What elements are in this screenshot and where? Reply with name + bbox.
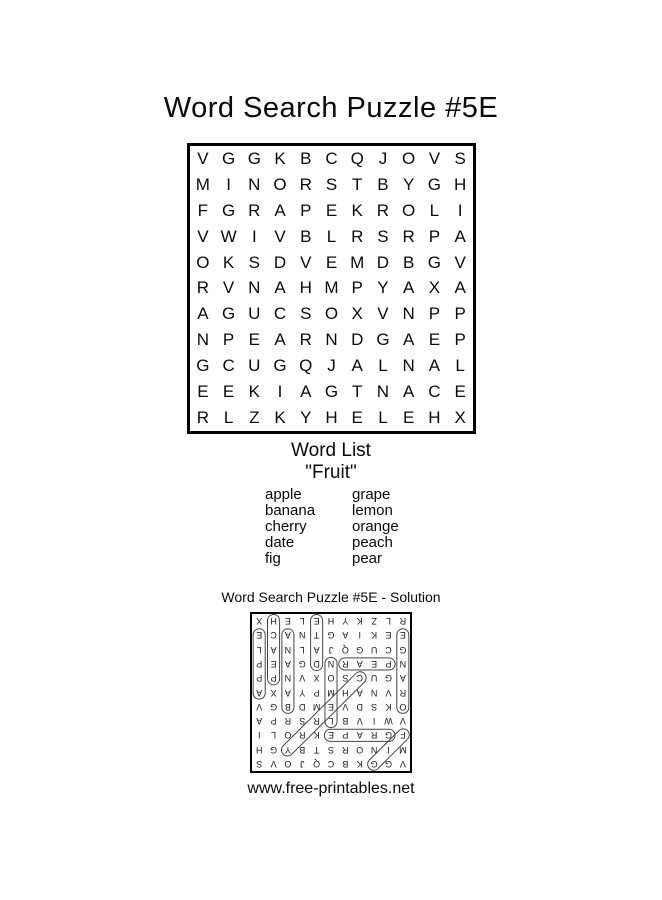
grid-cell: G [270, 701, 278, 712]
grid-cell: H [270, 616, 277, 627]
grid-cell: B [403, 252, 415, 272]
grid-cell: C [222, 356, 235, 376]
grid-cell: K [371, 630, 378, 641]
grid-cell: Y [377, 278, 389, 298]
grid-cell: E [313, 616, 320, 627]
grid-cell: L [256, 644, 262, 655]
grid-cell: I [457, 200, 463, 220]
grid-cell: L [299, 616, 305, 627]
grid-cell: N [376, 382, 390, 402]
grid-cell: O [399, 701, 407, 712]
grid-cell: P [256, 658, 263, 669]
grid-cell: R [313, 716, 320, 727]
grid-cell: N [299, 630, 306, 641]
grid-cell: I [226, 174, 231, 194]
grid-cell: R [299, 330, 312, 350]
grid-cell: B [342, 716, 349, 727]
grid-cell: C [385, 644, 392, 655]
grid-cell: P [428, 226, 441, 246]
grid-cell: T [352, 382, 363, 402]
grid-cell: B [300, 226, 312, 246]
grid-cell: W [220, 226, 237, 246]
solution-word-oval [324, 729, 395, 741]
grid-cell: Q [299, 356, 313, 376]
grid-cell: S [342, 673, 349, 684]
grid-cell: V [299, 673, 306, 684]
grid-cell: G [356, 644, 364, 655]
grid-cell: C [428, 382, 441, 402]
word-item: orange [352, 518, 399, 535]
grid-cell: G [298, 658, 306, 669]
grid-cell: K [313, 730, 320, 741]
solution-word-oval [268, 615, 280, 685]
grid-cell: N [399, 658, 407, 669]
grid-cell: X [270, 687, 277, 698]
grid-cell: N [402, 304, 415, 324]
grid-cell: E [428, 330, 441, 350]
grid-cell: U [248, 356, 261, 376]
grid-cell: G [221, 200, 236, 220]
grid-cell: A [351, 356, 363, 376]
grid-cell: C [273, 304, 287, 324]
grid-cell: P [270, 716, 277, 727]
grid-cell: C [270, 630, 277, 641]
grid-cell: E [385, 630, 392, 641]
grid-cell: C [325, 148, 338, 168]
grid-cell: L [328, 716, 334, 727]
grid-cell: L [299, 644, 305, 655]
grid-cell: A [342, 630, 349, 641]
grid-cell: A [356, 658, 363, 669]
grid-cell: V [300, 252, 312, 272]
grid-cell: G [270, 744, 278, 755]
grid-cell: E [371, 658, 378, 669]
grid-cell: U [248, 304, 261, 324]
grid-cell: O [284, 730, 292, 741]
grid-cell: E [248, 330, 260, 350]
grid-cell: K [274, 408, 286, 428]
word-item: date [265, 534, 295, 551]
grid-cell: A [284, 630, 291, 641]
grid-cell: G [196, 356, 210, 376]
grid-cell: T [313, 744, 320, 755]
grid-cell: A [313, 644, 320, 655]
grid-cell: L [429, 200, 440, 220]
word-item: pear [352, 550, 383, 567]
solution-word-oval [311, 615, 323, 671]
grid-cell: V [356, 716, 363, 727]
grid-cell: X [313, 673, 320, 684]
grid-cell: D [299, 701, 306, 712]
grid-cell: B [284, 701, 291, 712]
grid-cell: L [271, 730, 277, 741]
grid-cell: D [351, 330, 364, 350]
grid-cell: R [284, 716, 292, 727]
grid-cell: P [454, 304, 466, 324]
grid-cell: A [300, 382, 312, 402]
word-list-column-right [352, 487, 399, 567]
grid-cell: N [402, 356, 415, 376]
grid-cell: X [351, 304, 363, 324]
grid-cell: V [274, 226, 286, 246]
grid-cell: V [256, 701, 263, 712]
grid-cell: Z [249, 408, 260, 428]
grid-cell: I [387, 744, 390, 755]
grid-cell: L [385, 616, 391, 627]
solution-word-oval [282, 629, 294, 714]
grid-cell: G [427, 174, 442, 194]
grid-cell: A [428, 356, 441, 376]
grid-cell: J [328, 644, 334, 655]
grid-cell: K [385, 701, 392, 712]
grid-cell: S [256, 758, 263, 769]
grid-cell: E [403, 408, 415, 428]
grid-cell: E [197, 382, 209, 402]
grid-cell: A [403, 330, 415, 350]
grid-cell: A [356, 687, 363, 698]
grid-cell: M [312, 701, 321, 712]
grid-cell: V [222, 278, 235, 298]
grid-cell: L [223, 408, 234, 428]
grid-cell: W [384, 716, 393, 727]
grid-cell: E [256, 630, 263, 641]
grid-cell: N [284, 644, 292, 655]
grid-cell: A [197, 304, 209, 324]
word-item: cherry [265, 518, 307, 535]
grid-cell: F [197, 200, 209, 220]
grid-cell: B [342, 758, 349, 769]
grid-cell: E [399, 630, 406, 641]
word-item: fig [265, 550, 281, 567]
word-item: grape [352, 486, 391, 503]
grid-cell: E [270, 658, 277, 669]
grid-cell: A [274, 200, 286, 220]
grid-cell: E [284, 616, 291, 627]
grid-cell: V [399, 716, 406, 727]
grid-cell: Q [341, 644, 349, 655]
grid-cell: O [284, 758, 292, 769]
grid-cell: S [248, 252, 260, 272]
grid-cell: E [325, 200, 338, 220]
grid-cell: E [328, 730, 335, 741]
word-item: peach [352, 534, 393, 551]
grid-cell: A [284, 658, 291, 669]
grid-cell: O [402, 200, 416, 220]
grid-cell: X [454, 408, 466, 428]
grid-cell: G [384, 758, 392, 769]
grid-cell: N [284, 673, 292, 684]
grid-cell: U [370, 644, 378, 655]
grid-cell: P [300, 200, 312, 220]
grid-cell: K [274, 148, 286, 168]
grid-cell: R [402, 226, 415, 246]
grid-cell: X [256, 616, 263, 627]
grid-cell: H [453, 174, 467, 194]
grid-cell: G [273, 356, 287, 376]
solution-word-oval [279, 669, 369, 758]
grid-cell: P [256, 673, 263, 684]
grid-cell: P [454, 330, 466, 350]
grid-cell: G [399, 644, 407, 655]
grid-cell: R [248, 200, 261, 220]
grid-cell: C [356, 673, 363, 684]
grid-cell: J [378, 148, 388, 168]
grid-cell: E [351, 408, 363, 428]
grid-cell: I [251, 226, 257, 246]
grid-cell: E [454, 382, 466, 402]
grid-cell: N [327, 658, 335, 669]
grid-cell: C [327, 758, 335, 769]
grid-cell: K [222, 252, 235, 272]
grid-cell: A [403, 382, 415, 402]
grid-cell: H [428, 408, 441, 428]
grid-cell: S [299, 716, 306, 727]
grid-cell: T [352, 174, 363, 194]
grid-cell: N [370, 744, 378, 755]
grid-cell: H [342, 687, 349, 698]
solution-word-oval [339, 658, 395, 670]
grid-cell: P [385, 658, 392, 669]
grid-cell: M [399, 744, 407, 755]
grid-cell: J [300, 758, 305, 769]
grid-cell: G [370, 758, 378, 769]
grid-cell: H [327, 616, 335, 627]
grid-cell: P [270, 673, 277, 684]
grid-cell: V [197, 226, 209, 246]
site-url: www.free-printables.net [247, 780, 415, 797]
grid-cell: H [325, 408, 338, 428]
grid-cell: E [222, 382, 235, 402]
grid-cell: F [400, 730, 406, 741]
grid-cell: R [399, 616, 407, 627]
grid-cell: M [350, 252, 365, 272]
grid-cell: R [370, 730, 378, 741]
grid-cell: G [221, 304, 236, 324]
grid-cell: K [248, 382, 260, 402]
grid-cell: A [284, 687, 291, 698]
solution-title: Word Search Puzzle #5E - Solution [221, 589, 441, 605]
grid-cell: R [342, 744, 349, 755]
grid-cell: M [324, 278, 339, 298]
grid-cell: R [376, 200, 390, 220]
grid-cell: D [356, 701, 363, 712]
grid-cell: Q [350, 148, 364, 168]
grid-cell: A [274, 330, 286, 350]
grid-cell: A [403, 278, 415, 298]
grid-cell: R [196, 408, 209, 428]
grid-cell: T [313, 630, 320, 641]
word-list-theme: "Fruit" [305, 462, 357, 483]
grid-cell: Y [342, 616, 349, 627]
grid-cell: V [399, 758, 406, 769]
grid-cell: I [358, 630, 361, 641]
grid-cell: N [325, 330, 338, 350]
grid-cell: O [327, 673, 335, 684]
grid-cell: K [351, 200, 363, 220]
grid-cell: V [454, 252, 466, 272]
grid-cell: G [384, 673, 392, 684]
grid-cell: L [378, 356, 388, 376]
grid-cell: S [328, 744, 335, 755]
grid-cell: O [324, 304, 339, 324]
grid-cell: J [327, 356, 336, 376]
grid-cell: R [351, 226, 364, 246]
grid-cell: R [196, 278, 209, 298]
grid-cell: G [247, 148, 261, 168]
grid-cell: D [376, 252, 390, 272]
grid-cell: R [299, 730, 306, 741]
grid-cell: I [257, 730, 261, 741]
grid-cell: R [399, 687, 407, 698]
grid-cell: P [222, 330, 235, 350]
grid-cell: L [378, 408, 388, 428]
grid-cell: P [342, 730, 349, 741]
grid-cell: S [371, 701, 378, 712]
grid-cell: L [455, 356, 465, 376]
solution-grid [250, 612, 412, 773]
grid-cell: B [300, 148, 312, 168]
grid-cell: M [327, 687, 335, 698]
grid-cell: Y [300, 408, 312, 428]
word-list-column-left [265, 487, 315, 567]
grid-cell: A [270, 644, 277, 655]
grid-cell: A [454, 278, 466, 298]
word-item: apple [265, 486, 302, 503]
grid-cell: R [342, 658, 349, 669]
grid-cell: S [454, 148, 466, 168]
grid-cell: O [196, 252, 210, 272]
grid-cell: H [299, 278, 312, 298]
grid-cell: M [195, 174, 210, 194]
grid-cell: V [385, 687, 392, 698]
grid-cell: O [273, 174, 287, 194]
grid-cell: P [313, 687, 320, 698]
grid-cell: A [256, 687, 263, 698]
grid-cell: N [370, 687, 378, 698]
grid-cell: R [299, 174, 312, 194]
grid-cell: S [377, 226, 389, 246]
grid-cell: A [256, 716, 263, 727]
grid-cell: G [427, 252, 442, 272]
grid-cell: O [402, 148, 416, 168]
grid-cell: A [356, 730, 363, 741]
grid-cell: V [428, 148, 441, 168]
grid-cell: H [255, 744, 263, 755]
grid-cell: U [370, 673, 378, 684]
grid-cell: G [324, 382, 339, 402]
grid-cell: K [356, 758, 363, 769]
solution-word-oval [253, 629, 265, 699]
grid-cell: N [248, 278, 261, 298]
grid-cell: G [327, 630, 335, 641]
grid-cell: N [196, 330, 209, 350]
grid-cell: A [399, 673, 406, 684]
solution-word-oval [365, 726, 410, 771]
word-list-heading: Word List [291, 440, 371, 461]
grid-cell: Y [284, 744, 291, 755]
grid-cell: V [197, 148, 209, 168]
grid-cell: A [454, 226, 466, 246]
page-title: Word Search Puzzle #5E [163, 92, 499, 124]
grid-cell: O [356, 744, 364, 755]
grid-cell: B [377, 174, 389, 194]
grid-cell: A [274, 278, 286, 298]
grid-cell: Z [371, 616, 377, 627]
grid-cell: G [376, 330, 390, 350]
solution-ovals [252, 614, 410, 771]
grid-cell: V [270, 758, 277, 769]
grid-cell: X [428, 278, 441, 298]
grid-cell: L [326, 226, 337, 246]
solution-word-oval [325, 657, 337, 727]
grid-cell: E [325, 252, 338, 272]
word-item: banana [265, 502, 316, 519]
grid-cell: B [299, 744, 306, 755]
grid-cell: S [300, 304, 312, 324]
grid-cell: K [356, 616, 363, 627]
grid-cell: Q [313, 758, 321, 769]
grid-cell: V [342, 701, 349, 712]
solution-word-oval [397, 629, 409, 714]
word-item: lemon [352, 502, 393, 519]
grid-cell: V [377, 304, 389, 324]
grid-cell: D [313, 658, 320, 669]
grid-cell: G [384, 730, 392, 741]
grid-cell: G [221, 148, 236, 168]
grid-cell: N [248, 174, 261, 194]
grid-cell: Y [299, 687, 306, 698]
puzzle-grid [187, 143, 476, 434]
grid-cell: D [273, 252, 287, 272]
grid-cell: S [325, 174, 338, 194]
grid-cell: P [351, 278, 363, 298]
grid-cell: E [328, 701, 335, 712]
grid-cell: I [277, 382, 283, 402]
grid-cell: Y [403, 174, 415, 194]
grid-cell: I [372, 716, 376, 727]
grid-cell: P [428, 304, 441, 324]
